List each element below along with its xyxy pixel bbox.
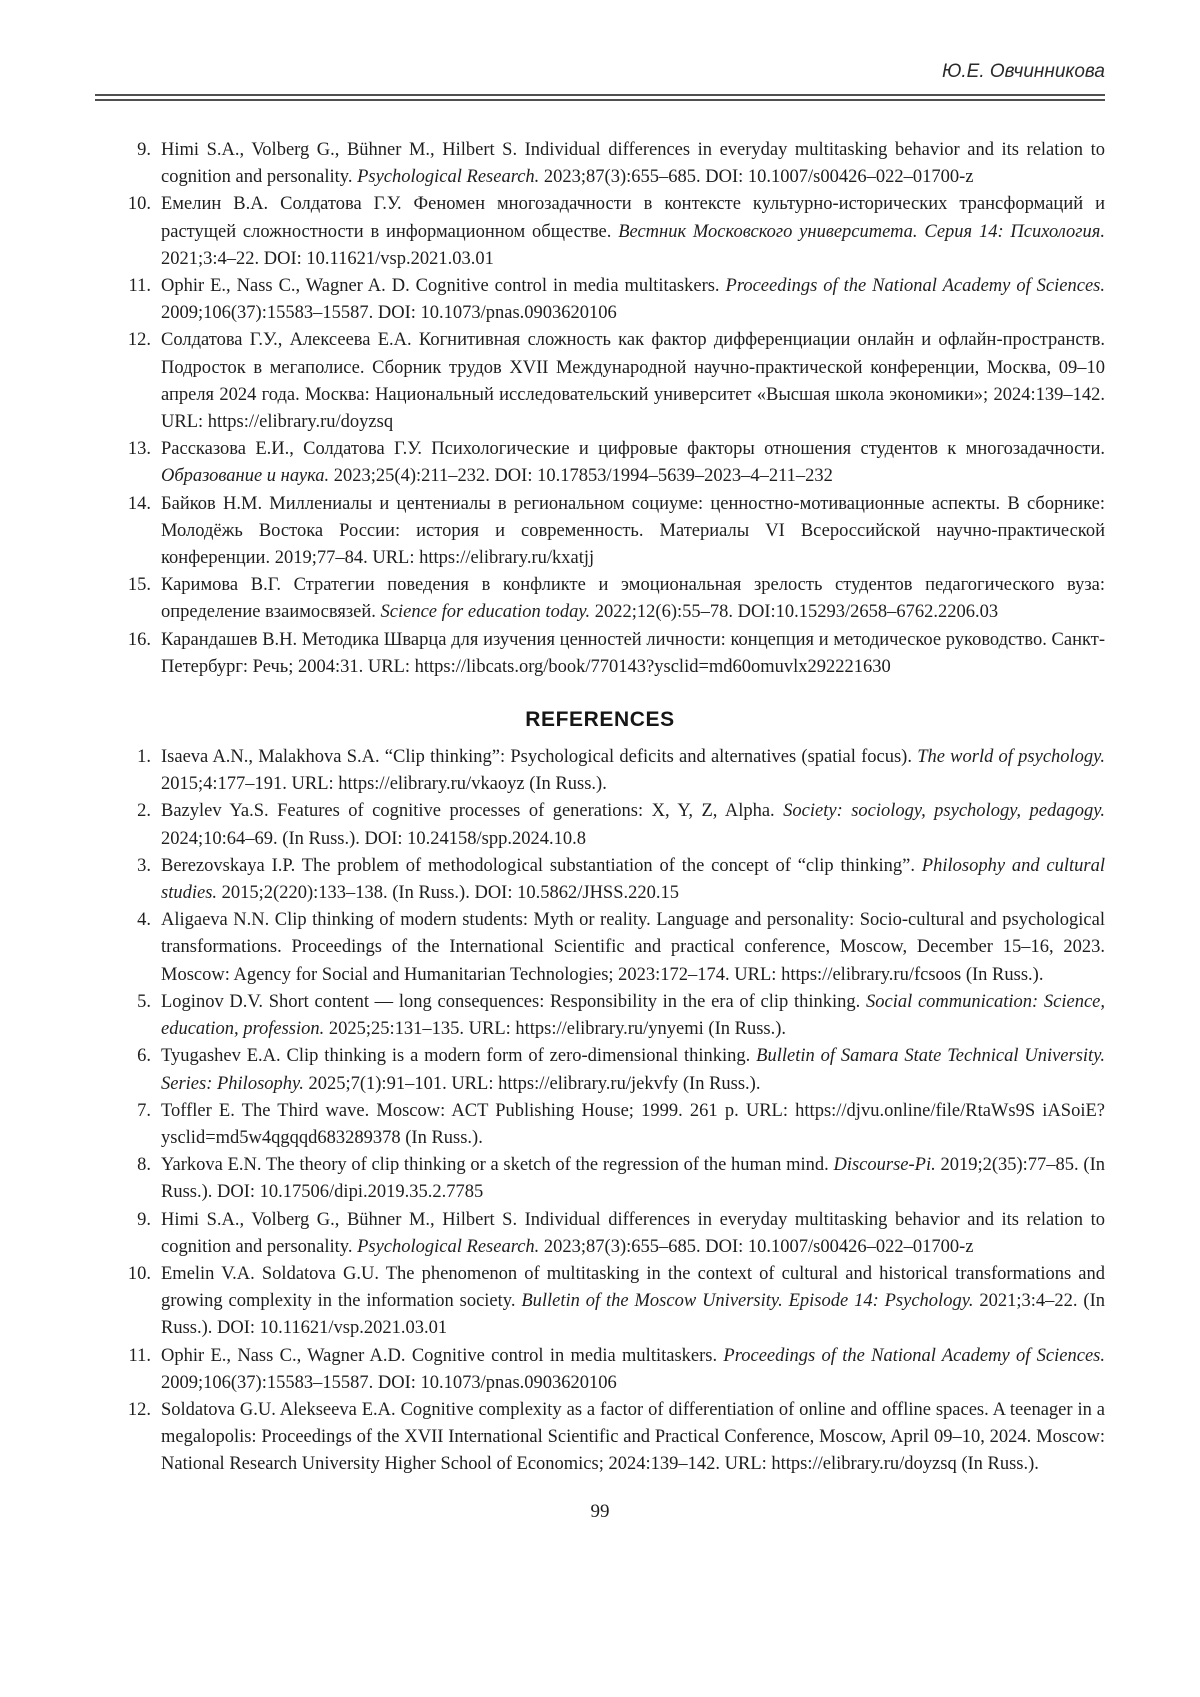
references-list-english <box>95 744 1105 1478</box>
reference-item <box>95 1098 1105 1152</box>
reference-text: Aligaeva N.N. Clip thinking of modern students: Myth or reality. Language and personality: Socio-cultural and psychological transformations. Proceedings of the International Scientific and practical conference, Moscow, December 15–16, 2023. Moscow: Agency for Social and Humanitarian Technologies; 2023:172–174. URL: https://elibrary.ru/fcsoos (In Russ.). <box>161 910 1105 985</box>
reference-number: 6. <box>137 1046 151 1067</box>
reference-text: Himi S.A., Volberg G., Bühner M., Hilbert S. Individual differences in everyday multitasking behavior and its relation to cognition and personality. Psychological Research. 2023;87(3):655–685. DOI: 10.1007/s00426–022–01700-z <box>161 1209 1105 1257</box>
reference-number: 8. <box>137 1155 151 1176</box>
reference-text: Berezovskaya I.P. The problem of methodological substantiation of the concept of “clip thinking”. Philosophy and cultural studies. 2015;2(220):133–138. (In Russ.). DOI: 10.5862/JHSS.220.15 <box>161 855 1106 904</box>
reference-number: 16. <box>127 629 151 650</box>
header-rule <box>95 94 1105 101</box>
reference-item <box>95 989 1105 1043</box>
reference-item <box>95 436 1105 490</box>
reference-text: Солдатова Г.У., Алексеева Е.А. Когнитивная сложность как фактор дифференциации онлайн и офлайн-пространств. Подросток в мегаполисе. Сборник трудов XVII Международной научно-практической конференции, Москва, 09–10 апреля 2024 года. Москва: Национальный исследовательский университет «Высшая школа экономики»; 2024:139–142. URL: https://elibrary.ru/doyzsq <box>161 330 1105 433</box>
reference-item <box>95 1043 1105 1097</box>
reference-text: Ophir E., Nass C., Wagner A. D. Cognitive control in media multitaskers. Proceedings of the National Academy of Sciences. 2009;106(37):15583–15587. DOI: 10.1073/pnas.0903620106 <box>161 276 1105 324</box>
reference-item <box>95 1261 1105 1343</box>
reference-item <box>95 137 1105 191</box>
reference-text: Карандашев В.Н. Методика Шварца для изучения ценностей личности: концепция и методическое руководство. Санкт-Петербург: Речь; 2004:31. URL: https://libcats.org/book/770143?ysclid=md60omuvlx292221630 <box>161 629 1105 677</box>
reference-number: 10. <box>127 1263 151 1284</box>
reference-number: 7. <box>137 1100 151 1121</box>
reference-number: 9. <box>137 1209 151 1230</box>
reference-text: Bazylev Ya.S. Features of cognitive processes of generations: X, Y, Z, Alpha. Society: sociology, psychology, pedagogy. 2024;10:64–69. (In Russ.). DOI: 10.24158/spp.2024.10.8 <box>161 801 1106 849</box>
reference-item <box>95 491 1105 573</box>
running-head-author: Ю.Е. Овчинникова <box>941 61 1105 82</box>
reference-text: Yarkova E.N. The theory of clip thinking or a sketch of the regression of the human mind. Discourse-Pi. 2019;2(35):77–85. (In Russ.). DOI: 10.17506/dipi.2019.35.2.7785 <box>161 1155 1105 1203</box>
reference-item <box>95 627 1105 681</box>
reference-number: 5. <box>137 991 151 1012</box>
reference-item <box>95 273 1105 327</box>
reference-item <box>95 1152 1105 1206</box>
reference-text: Ophir E., Nass C., Wagner A.D. Cognitive control in media multitaskers. Proceedings of the National Academy of Sciences. 2009;106(37):15583–15587. DOI: 10.1073/pnas.0903620106 <box>161 1345 1105 1393</box>
reference-text: Рассказова Е.И., Солдатова Г.У. Психологические и цифровые факторы отношения студентов к многозадачности. Образование и наука. 2023;25(4):211–232. DOI: 10.17853/1994–5639–2023–4–211–232 <box>161 439 1105 487</box>
reference-item <box>95 853 1105 907</box>
reference-item <box>95 744 1105 798</box>
reference-item <box>95 191 1105 273</box>
reference-text: Tyugashev E.A. Clip thinking is a modern form of zero-dimensional thinking. Bulletin of Samara State Technical University. Series: Philosophy. 2025;7(1):91–101. URL: https://elibrary.ru/jekvfy (In Russ.). <box>161 1046 1106 1094</box>
reference-number: 12. <box>127 330 151 351</box>
reference-number: 14. <box>127 493 151 514</box>
references-list-russian <box>95 137 1105 681</box>
reference-text: Емелин В.А. Солдатова Г.У. Феномен многозадачности в контексте культурно-исторических трансформаций и растущей сложностности в информационном обществе. Вестник Московского университета. Серия 14: Психология. 2021;3:4–22. DOI: 10.11621/vsp.2021.03.01 <box>161 194 1105 269</box>
reference-number: 1. <box>137 747 151 768</box>
reference-number: 11. <box>128 276 151 297</box>
reference-number: 9. <box>137 140 151 160</box>
reference-item <box>95 572 1105 626</box>
reference-number: 10. <box>127 194 151 215</box>
reference-item <box>95 1207 1105 1261</box>
reference-item <box>95 1343 1105 1397</box>
reference-number: 11. <box>128 1345 151 1366</box>
reference-text: Himi S.A., Volberg G., Bühner M., Hilbert S. Individual differences in everyday multitasking behavior and its relation to cognition and personality. Psychological Research. 2023;87(3):655–685. DOI: 10.1007/s00426–022–01700-z <box>161 140 1105 188</box>
reference-text: Emelin V.A. Soldatova G.U. The phenomenon of multitasking in the context of cultural and historical transformations and growing complexity in the information society. Bulletin of the Moscow University. Episode 14: Psychology. 2021;3:4–22. (In Russ.). DOI: 10.11621/vsp.2021.03.01 <box>161 1263 1105 1339</box>
reference-number: 3. <box>137 855 151 876</box>
reference-number: 13. <box>127 439 151 460</box>
reference-text: Байков Н.М. Миллениалы и центениалы в региональном социуме: ценностно-мотивационные аспекты. В сборнике: Молодёжь Востока России: история и современность. Материалы VI Всероссийской научно-практической конференции. 2019;77–84. URL: https://elibrary.ru/kxatjj <box>161 493 1105 569</box>
reference-number: 15. <box>127 575 151 596</box>
reference-text: Toffler E. The Third wave. Moscow: ACT Publishing House; 1999. 261 p. URL: https://djvu.online/file/RtaWs9S iASoiE?ysclid=md5w4qgqqd683289378 (In Russ.). <box>161 1100 1105 1148</box>
reference-number: 12. <box>127 1399 151 1420</box>
page-number: 99 <box>590 1500 610 1522</box>
reference-number: 2. <box>137 801 151 822</box>
reference-item <box>95 1397 1105 1479</box>
reference-item <box>95 327 1105 436</box>
reference-number: 4. <box>137 910 151 931</box>
reference-text: Soldatova G.U. Alekseeva E.A. Cognitive complexity as a factor of differentiation of online and offline spaces. A teenager in a megalopolis: Proceedings of the XVII International Scientific and Practical Conference, Moscow, April 09–10, 2024. Moscow: National Research University Higher School of Economics; 2024:139–142. URL: https://elibrary.ru/doyzsq (In Russ.). <box>161 1399 1105 1475</box>
reference-text: Loginov D.V. Short content — long consequences: Responsibility in the era of clip thinking. Social communication: Science, education, profession. 2025;25:131–135. URL: https://elibrary.ru/ynyemi (In Russ.). <box>161 991 1105 1040</box>
reference-item <box>95 798 1105 852</box>
reference-item <box>95 907 1105 989</box>
references-heading: REFERENCES <box>525 708 675 732</box>
reference-text: Каримова В.Г. Стратегии поведения в конфликте и эмоциональная зрелость студентов педагогического вуза: определение взаимосвязей. Science for education today. 2022;12(6):55–78. DOI:10.15293/2658–6762.2206.03 <box>161 575 1105 623</box>
reference-text: Isaeva A.N., Malakhova S.A. “Clip thinking”: Psychological deficits and alternatives (spatial focus). The world of psychology. 2015;4:177–191. URL: https://elibrary.ru/vkaoyz (In Russ.). <box>161 747 1105 795</box>
